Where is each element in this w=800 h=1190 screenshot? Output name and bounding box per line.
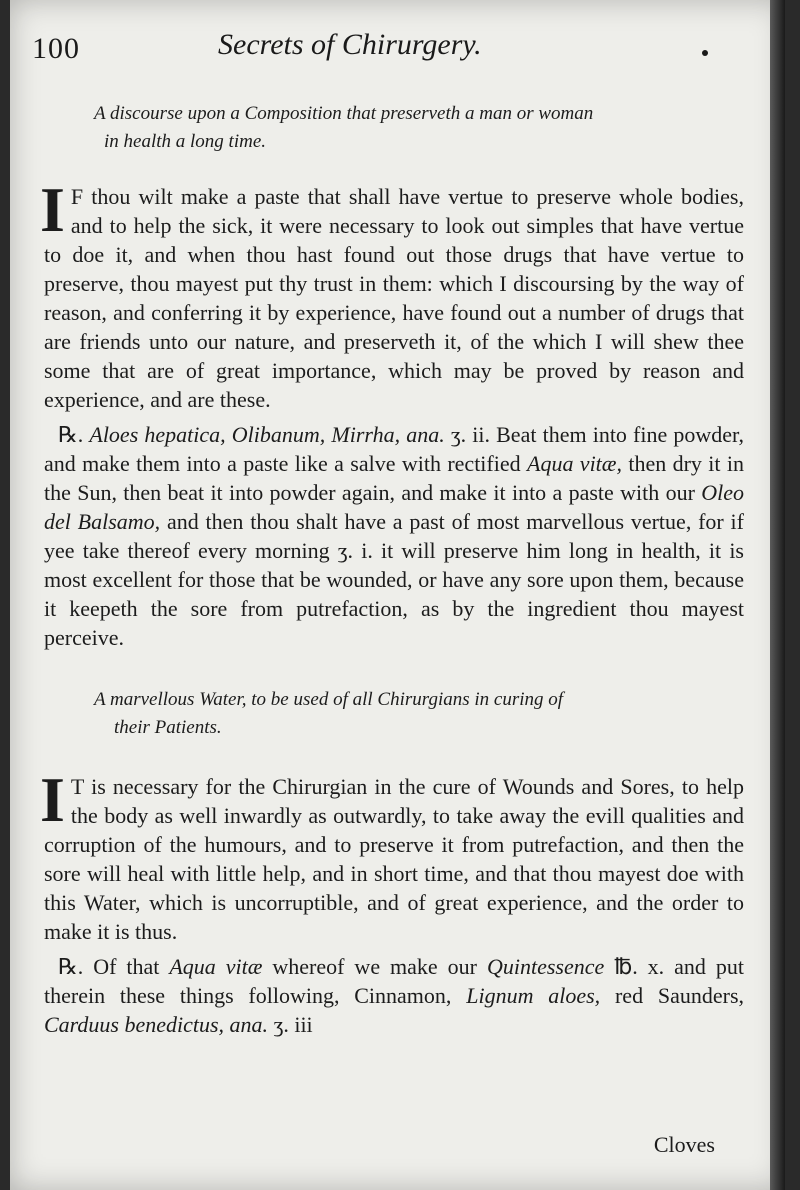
heading-line: in health a long time.	[104, 131, 267, 152]
page-number: 100	[32, 32, 80, 65]
recipe-term: Aqua vitæ	[169, 954, 263, 979]
paragraph-water	[40, 764, 744, 946]
recipe-text: and then thou shalt have a past of most marvellous vertue, for if yee take thereof every morning ʒ. i. it will preserve him long in health, it is most excellent for those that be wounded, or have any sore upon them, because it keepeth the sore from putrefaction, as by the ingredient thou mayest perceive.	[44, 509, 744, 650]
recipe-dose: ʒ. ii.	[450, 422, 490, 447]
recipe-text: whereof we make our	[272, 954, 477, 979]
page-header	[10, 26, 785, 76]
recipe-paragraph-paste	[44, 420, 744, 652]
book-page	[10, 0, 785, 1190]
drop-cap: I	[40, 764, 65, 835]
recipe-text: red Saunders,	[614, 983, 745, 1008]
recipe-text: ℔. x. and put therein these things following, Cinnamon,	[44, 954, 744, 1008]
recipe-text: Beat them into fine powder, and make them into a paste like a salve with rectified	[44, 422, 744, 476]
recipe-text: then dry it in the Sun, then beat it into powder again, and make it into a paste with our	[44, 451, 745, 505]
recipe-term: Lignum aloes,	[466, 983, 601, 1008]
heading-line: their Patients.	[114, 717, 222, 738]
page-content	[40, 100, 745, 1039]
recipe-text: Of that	[93, 954, 160, 979]
recipe-symbol: ℞.	[58, 422, 84, 447]
heading-line: A discourse upon a Composition that preserveth a man or woman	[94, 103, 594, 124]
recipe-ingredients: Aloes hepatica, Olibanum, Mirrha, ana.	[89, 422, 445, 447]
paragraph-text: T is necessary for the Chirurgian in the cure of Wounds and Sores, to help the body as well inwardly as outwardly, to take away the evill qualities and corruption of the humours, and to preserve it from putrefaction, and then the sore will heal with little help, and in short time, and that thou mayest doe with this Water, which is uncorruptible, and of great experience, and the order to make it is thus.	[44, 774, 744, 944]
recipe-term: Oleo del Balsamo,	[44, 480, 745, 534]
recipe-symbol: ℞.	[58, 954, 84, 979]
recipe-term: Quintessence	[486, 954, 605, 979]
paragraph-text: F thou wilt make a paste that shall have vertue to preserve whole bodies, and to help the sick, it were necessary to look out simples that have vertue to doe it, and when thou hast found out those drugs that have vertue to preserve, thou mayest put thy trust in them: which I discoursing by the way of reason, and conferring it by experience, have found out a number of drugs that are friends unto our nature, and preserveth it, of the which I will shew thee some that are of great importance, which may be proved by reason and experience, and are these.	[44, 184, 744, 412]
catchword: Cloves	[653, 1132, 715, 1157]
recipe-term: Aqua vitæ,	[527, 451, 622, 476]
recipe-dose: ʒ. iii	[273, 1012, 313, 1037]
running-head: Secrets of Chirurgery.	[218, 28, 482, 61]
heading-line: A marvellous Water, to be used of all Chirurgians in curing of	[94, 689, 564, 710]
paragraph-composition	[40, 174, 744, 414]
drop-cap: I	[40, 174, 65, 245]
ink-dot	[702, 50, 708, 56]
recipe-term: Carduus benedictus, ana.	[44, 1012, 269, 1037]
section-heading-water	[94, 686, 744, 742]
section-heading-composition	[94, 100, 744, 156]
page-edge-shadow	[770, 0, 785, 1190]
recipe-paragraph-water	[44, 952, 744, 1039]
